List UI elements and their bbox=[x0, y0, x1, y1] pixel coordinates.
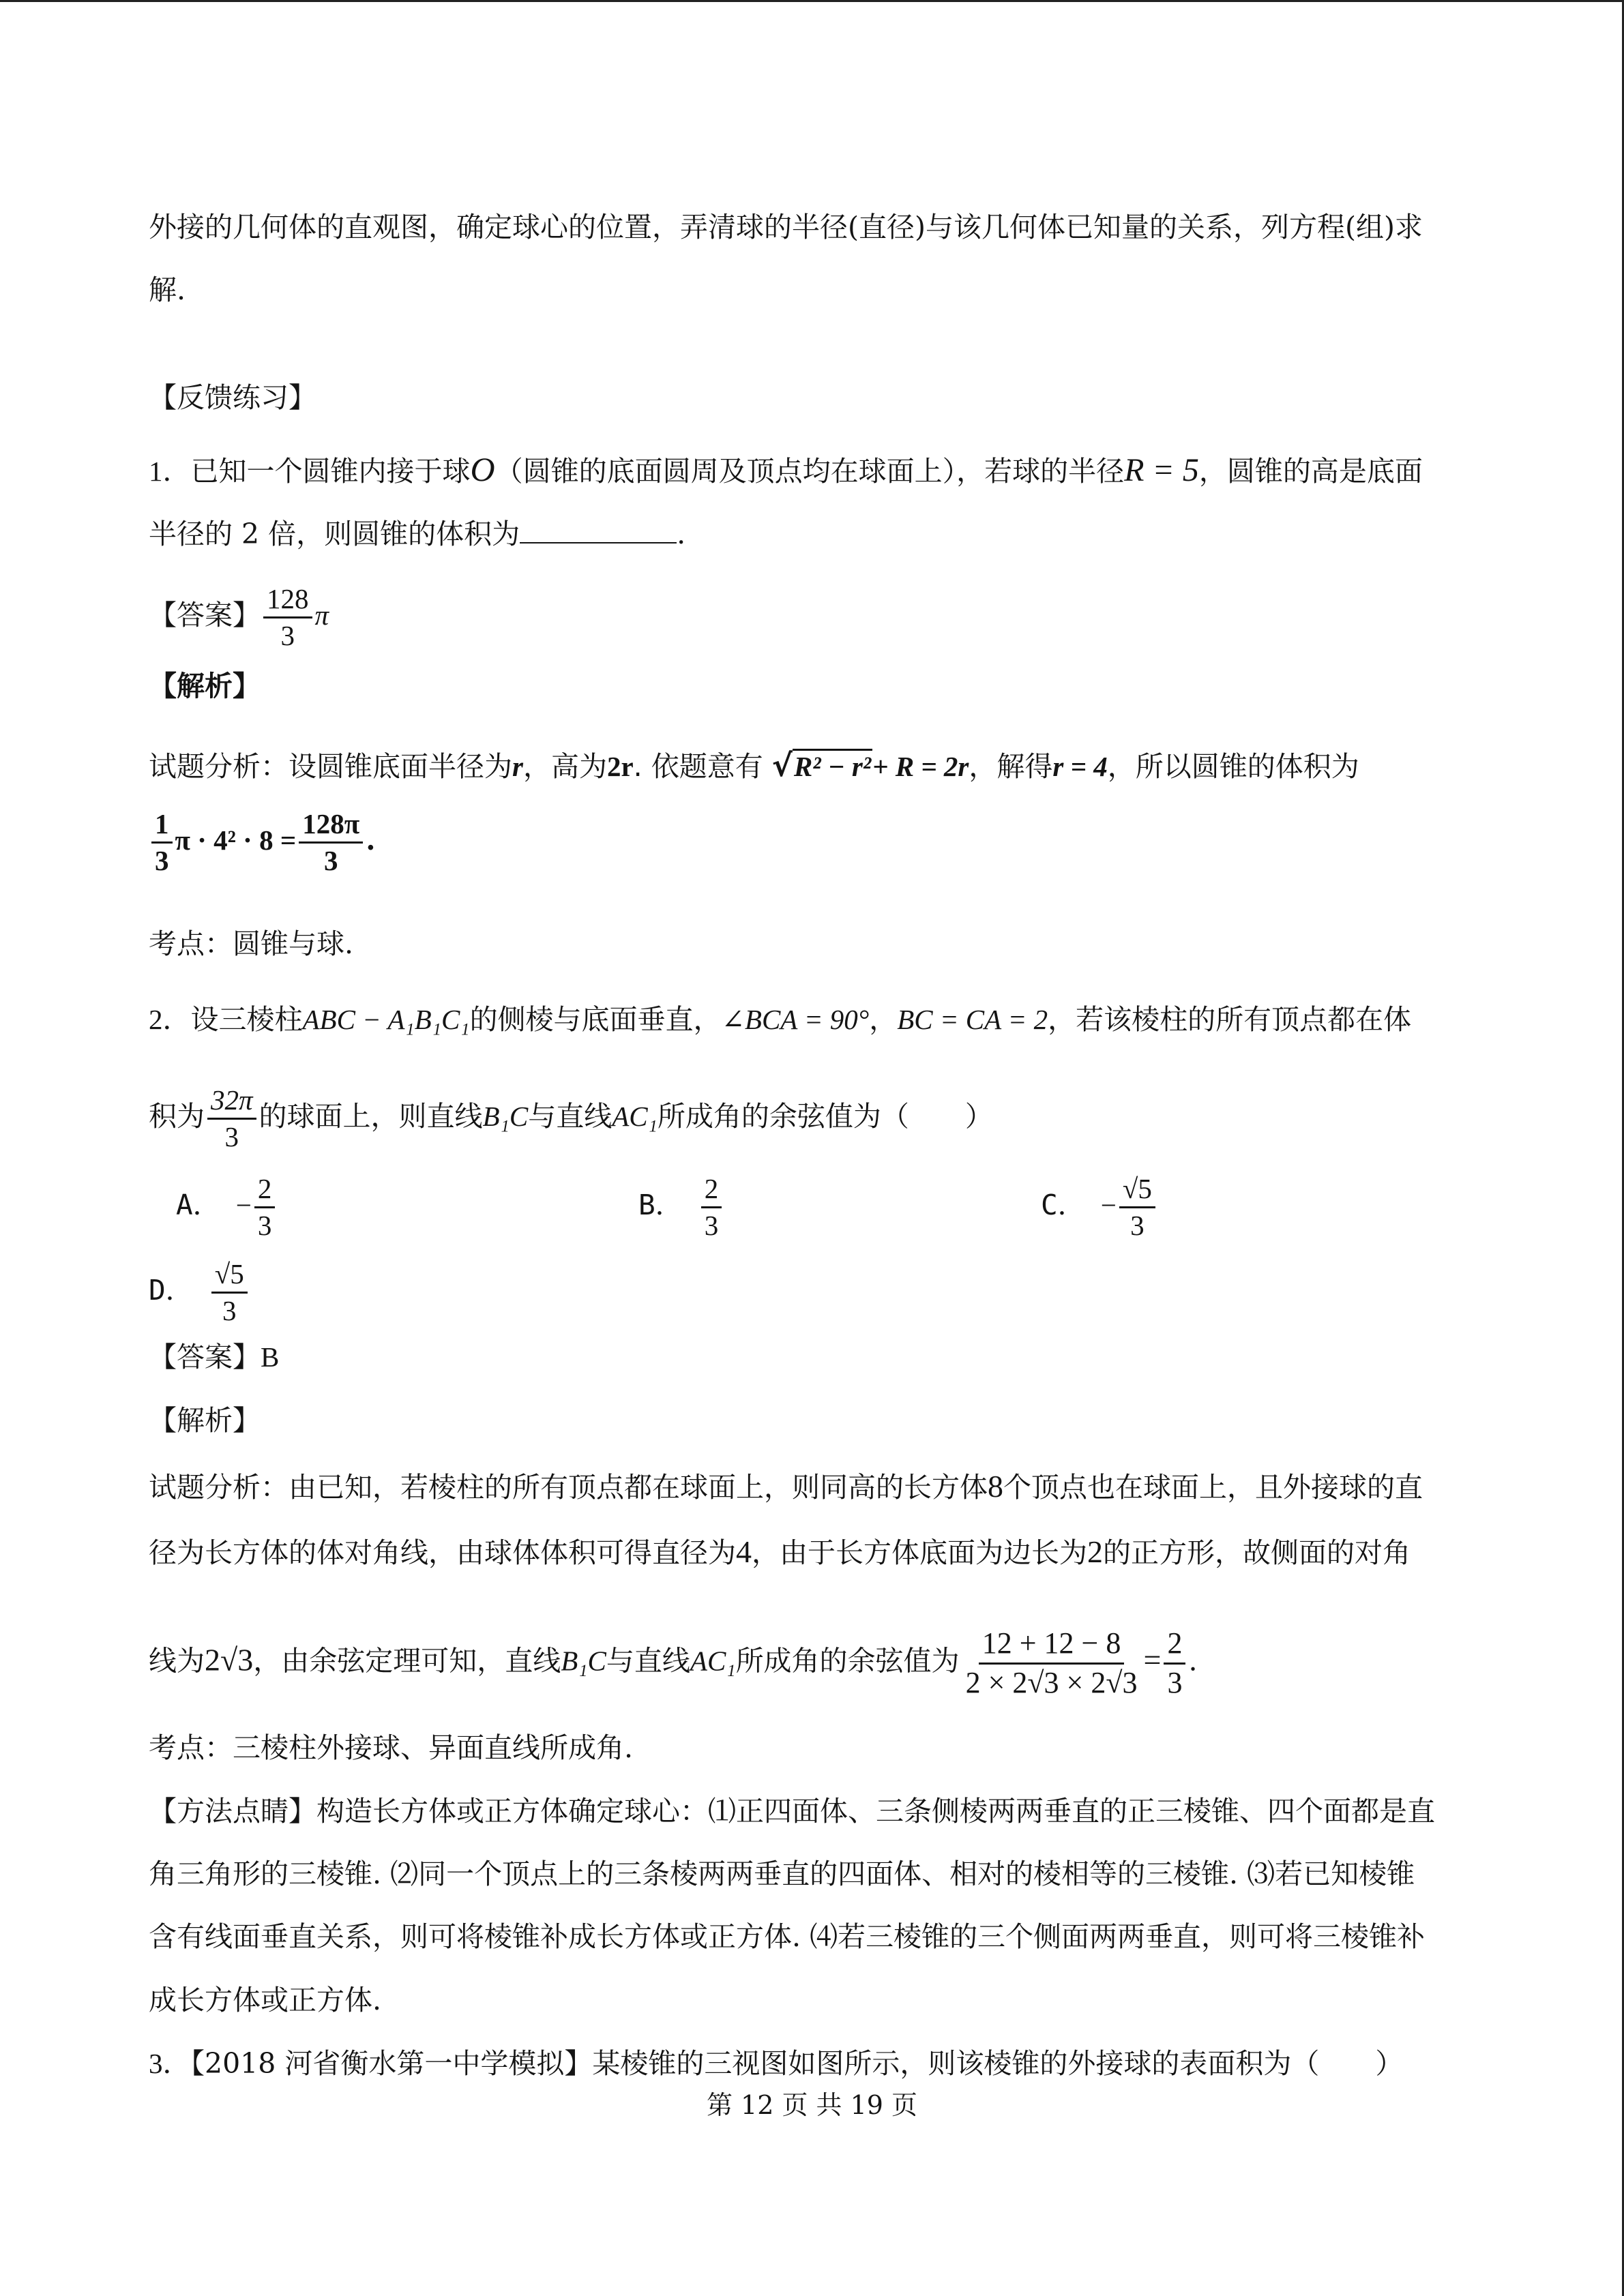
q2-option-c[interactable] bbox=[1041, 1173, 1158, 1242]
q2-option-c-fraction bbox=[1119, 1173, 1155, 1242]
q2-volume-fraction bbox=[207, 1084, 256, 1153]
q2-option-d-fraction bbox=[211, 1258, 248, 1327]
q2-angle: ∠BCA = 90° bbox=[721, 1004, 870, 1035]
q2-sol-2sqrt3: 2√3 bbox=[205, 1642, 254, 1678]
q2-answer-line bbox=[149, 1338, 279, 1376]
q2-sol-text-3c: 与直线 bbox=[606, 1644, 690, 1678]
q1-solution-2r: 2r bbox=[606, 751, 634, 782]
q2-cos-denominator: 2 × 2√3 × 2√3 bbox=[965, 1665, 1138, 1699]
q1-solution-text-e: ，解得 bbox=[969, 750, 1053, 783]
q2-cos-end: . bbox=[1188, 1644, 1198, 1678]
q2-option-c-denominator: 3 bbox=[1130, 1210, 1145, 1242]
q1-volume-line bbox=[149, 808, 375, 877]
q2-sol-text-2c: 的正方形，故侧面的对角 bbox=[1103, 1536, 1411, 1569]
q2-option-a-label: A． bbox=[176, 1189, 221, 1222]
q2-cos-numerator: 12 + 12 − 8 bbox=[979, 1626, 1125, 1665]
q1-kaodian: 考点：圆锥与球. bbox=[149, 927, 354, 960]
q2-text-c: ， bbox=[869, 1003, 898, 1036]
q2-text-g: 与直线 bbox=[528, 1100, 612, 1133]
q2-text-b: 的侧棱与底面垂直， bbox=[469, 1003, 722, 1036]
q2-option-a-sign: − bbox=[235, 1189, 252, 1221]
q2-cos-fraction bbox=[962, 1626, 1141, 1700]
feedback-heading: 【反馈练习】 bbox=[149, 381, 316, 414]
q2-kaodian: 考点：三棱柱外接球、异面直线所成角. bbox=[149, 1731, 634, 1764]
q1-solution-text-a: 试题分析：设圆锥底面半径为 bbox=[149, 750, 512, 783]
q2-method-line-1 bbox=[149, 1792, 1435, 1830]
q1-volume-result bbox=[299, 808, 363, 877]
q2-solution-line-2 bbox=[149, 1533, 1411, 1572]
q2-option-b-label: B． bbox=[638, 1189, 683, 1222]
q2-option-b-fraction bbox=[701, 1173, 722, 1242]
q2-sol-ac1: AC₁ bbox=[690, 1645, 736, 1677]
q1-radius-equation: R = 5 bbox=[1124, 452, 1199, 488]
q2-sol-text-3d: 所成角的余弦值为 bbox=[735, 1644, 960, 1678]
q1-line-1 bbox=[149, 450, 1423, 490]
q2-number: 2． bbox=[149, 1004, 191, 1035]
q2-option-d-numerator: √5 bbox=[211, 1258, 248, 1294]
q3-source: 【2018 河省衡水第一中学模拟】 bbox=[190, 2047, 593, 2080]
q1-answer-line bbox=[149, 583, 329, 652]
q1-answer-pi: π bbox=[314, 599, 329, 631]
q2-prism: ABC − A₁B₁C₁ bbox=[302, 1004, 470, 1035]
q1-answer-denominator: 3 bbox=[280, 620, 295, 652]
q2-method-line-3: 含有线面垂直关系，则可将棱锥补成长方体或正方体. ⑷若三棱锥的三个侧面两两垂直，则可将三棱锥补 bbox=[149, 1920, 1426, 1953]
q2-method-text-1: 构造长方体或正方体确定球心：⑴正四面体、三条侧棱两两垂直的正三棱锥、四个面都是直 bbox=[316, 1795, 1435, 1828]
q3-text: 某棱锥的三视图如图所示，则该棱锥的外接球的表面积为（ ） bbox=[592, 2047, 1404, 2080]
q2-cos-result-numerator: 2 bbox=[1164, 1626, 1185, 1665]
q2-option-d[interactable] bbox=[149, 1258, 250, 1327]
q1-solution-line-1 bbox=[149, 747, 1359, 786]
q2-cos-result-denominator: 3 bbox=[1167, 1665, 1183, 1699]
q2-option-b-denominator: 3 bbox=[704, 1210, 719, 1242]
q1-solution-radicand: R² − r² bbox=[793, 749, 872, 782]
q1-volume-numerator: 1 bbox=[151, 808, 173, 844]
q2-sol-text-3b: ，由余弦定理可知，直线 bbox=[253, 1644, 561, 1678]
q2-line-b1c: B₁C bbox=[482, 1101, 529, 1133]
q2-equation: BC = CA = 2 bbox=[897, 1004, 1048, 1035]
q1-line-2 bbox=[149, 515, 685, 553]
q2-sol-2: 2 bbox=[1087, 1534, 1103, 1569]
q1-text-line2: 半径的 2 倍，则圆锥的体积为 bbox=[149, 518, 520, 550]
q2-option-a-fraction bbox=[254, 1173, 276, 1242]
q2-cos-equals: = bbox=[1143, 1642, 1162, 1678]
q2-text-d: ，若该棱柱的所有顶点都在体 bbox=[1048, 1003, 1412, 1036]
q2-option-d-label: D． bbox=[149, 1274, 194, 1307]
intro-line-1: 外接的几何体的直观图，确定球心的位置，弄清球的半径(直径)与该几何体已知量的关系，列方程(组)求 bbox=[149, 211, 1423, 243]
q1-volume-denominator: 3 bbox=[155, 845, 169, 877]
q2-method-line-2: 角三角形的三棱锥. ⑵同一个顶点上的三条棱两两垂直的四面体、相对的棱相等的三棱锥. ⑶若已知棱锥 bbox=[149, 1858, 1415, 1890]
q1-solution-text-b: ，高为 bbox=[522, 750, 607, 783]
q2-option-a-numerator: 2 bbox=[254, 1173, 276, 1208]
q2-option-c-label: C． bbox=[1041, 1189, 1086, 1222]
q2-line-1 bbox=[149, 1000, 1411, 1039]
q2-sol-b1c: B₁C bbox=[561, 1645, 606, 1677]
q2-sol-4: 4 bbox=[736, 1534, 752, 1569]
q2-solution-line-3 bbox=[149, 1626, 1198, 1700]
q1-solution-sqrt: √R² − r² bbox=[771, 747, 872, 784]
q2-option-a[interactable] bbox=[176, 1173, 278, 1242]
q2-volume-numerator: 32π bbox=[207, 1084, 256, 1120]
q2-sol-text-1a: 试题分析：由已知，若棱柱的所有顶点都在球面上，则同高的长方体 bbox=[149, 1471, 988, 1504]
page-footer: 第 12 页 共 19 页 bbox=[706, 2090, 918, 2120]
q1-volume-result-denominator: 3 bbox=[323, 845, 338, 877]
q1-line2-end: . bbox=[677, 518, 686, 550]
q2-option-b-numerator: 2 bbox=[701, 1173, 722, 1208]
q1-volume-fraction bbox=[151, 808, 173, 877]
q2-sol-text-2a: 径为长方体的体对角线，由球体体积可得直径为 bbox=[149, 1536, 736, 1569]
q1-solution-text-d: + R = 2r bbox=[872, 751, 969, 782]
q1-text-a: 已知一个圆锥内接于球 bbox=[190, 455, 471, 488]
q2-analysis-label: 【解析】 bbox=[149, 1404, 261, 1437]
q2-option-d-denominator: 3 bbox=[222, 1295, 237, 1327]
q1-answer-blank bbox=[520, 515, 677, 543]
q2-text-a: 设三棱柱 bbox=[190, 1003, 303, 1036]
q2-sol-text-3a: 线为 bbox=[149, 1644, 205, 1678]
q1-answer-fraction bbox=[263, 583, 312, 652]
q2-line-2 bbox=[149, 1084, 993, 1153]
q2-cos-result bbox=[1164, 1626, 1185, 1700]
q1-text-c: ，圆锥的高是底面 bbox=[1198, 455, 1423, 488]
q2-text-h: 所成角的余弦值为（ ） bbox=[657, 1100, 993, 1133]
q1-solution-text-f: ，所以圆锥的体积为 bbox=[1107, 750, 1359, 783]
q1-solution-r4: r = 4 bbox=[1052, 751, 1108, 782]
q2-answer-label: 【答案】 bbox=[149, 1341, 261, 1373]
q1-volume-end: . bbox=[366, 824, 376, 857]
q2-option-c-numerator: √5 bbox=[1119, 1173, 1155, 1208]
q2-sol-text-1b: 个顶点也在球面上，且外接球的直 bbox=[1003, 1471, 1423, 1504]
intro-line-2: 解. bbox=[149, 273, 186, 306]
q2-text-e: 积为 bbox=[149, 1100, 205, 1133]
q1-text-b: （圆锥的底面圆周及顶点均在球面上），若球的半径 bbox=[494, 455, 1125, 488]
q2-sol-8: 8 bbox=[988, 1469, 1003, 1504]
q2-method-line-4: 成长方体或正方体. bbox=[149, 1984, 382, 2016]
q2-method-label: 【方法点睛】 bbox=[149, 1795, 316, 1828]
q3-number: 3． bbox=[149, 2048, 191, 2079]
q2-sol-text-2b: ，由于长方体底面为边长为 bbox=[752, 1536, 1087, 1569]
q2-option-c-sign: − bbox=[1100, 1189, 1117, 1221]
q1-answer-label: 【答案】 bbox=[149, 599, 261, 632]
q1-number: 1． bbox=[149, 456, 191, 487]
q1-sphere-symbol: O bbox=[470, 450, 495, 488]
q2-answer-value: B bbox=[261, 1341, 280, 1373]
q2-option-a-denominator: 3 bbox=[257, 1210, 272, 1242]
q2-line-ac1: AC₁ bbox=[612, 1101, 658, 1133]
q1-analysis-label: 【解析】 bbox=[149, 670, 261, 702]
q1-solution-r: r bbox=[512, 751, 523, 782]
q2-solution-line-1 bbox=[149, 1467, 1423, 1506]
q2-text-f: 的球面上，则直线 bbox=[259, 1100, 483, 1133]
q2-option-b[interactable] bbox=[638, 1173, 724, 1242]
q1-volume-middle: π · 4² · 8 = bbox=[175, 824, 297, 856]
q1-volume-result-numerator: 128π bbox=[299, 808, 363, 844]
q1-solution-text-c: . 依题意有 bbox=[633, 750, 763, 783]
q1-answer-numerator: 128 bbox=[263, 583, 312, 618]
q3-line-1 bbox=[149, 2044, 1403, 2083]
q2-volume-denominator: 3 bbox=[224, 1121, 239, 1153]
